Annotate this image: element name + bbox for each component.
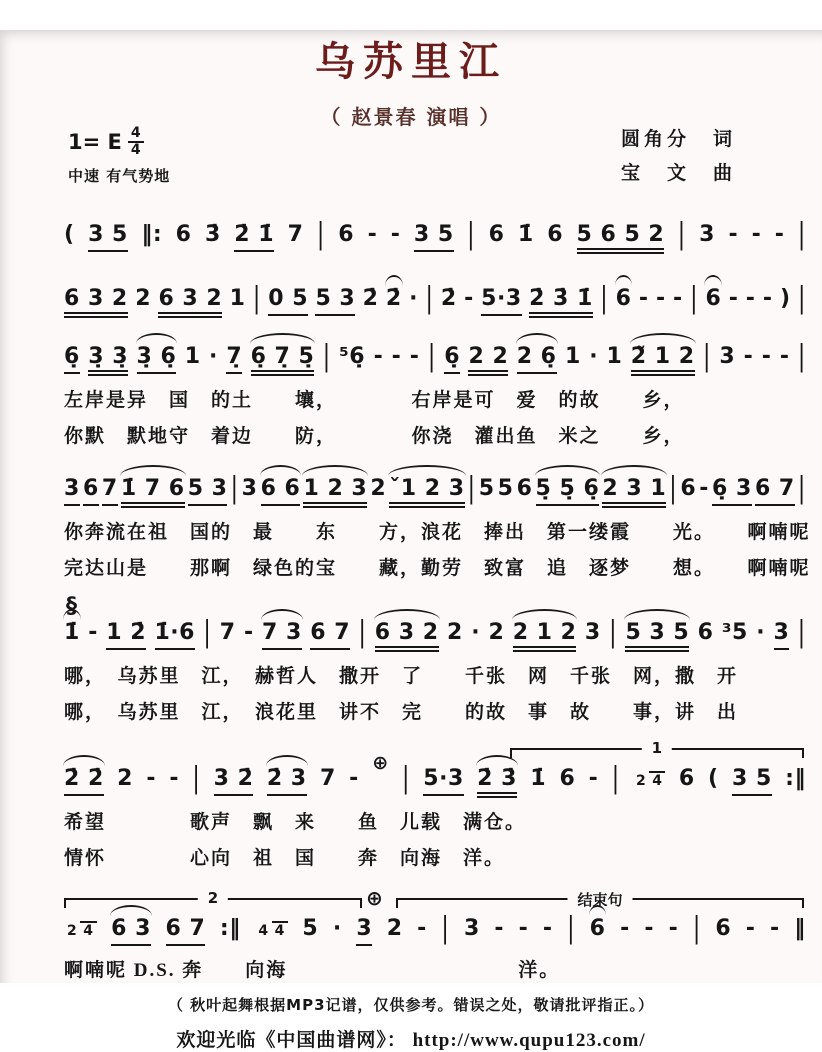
note-token: -	[243, 620, 254, 645]
note-token: 7	[319, 766, 336, 791]
notes-line-5	[64, 615, 806, 652]
note-token: 1̇·6	[155, 620, 195, 650]
note-token: |	[609, 615, 618, 650]
notation-system-4	[0, 471, 822, 580]
note-token: 6 3	[111, 916, 151, 946]
note-token: 6	[338, 222, 355, 247]
note-token: 2 2	[468, 344, 508, 376]
note-token: (	[64, 222, 75, 247]
tempo-marking: 中速 有气势地	[68, 167, 171, 186]
lyrics-line: 情怀 心向 祖 国 奔 向海 洋。	[64, 848, 506, 869]
note-token: 5 3	[315, 286, 355, 316]
note-token: 2̇	[362, 286, 379, 311]
notation-system-2	[0, 281, 822, 318]
note-token: 6	[705, 286, 722, 311]
note-token: -	[762, 286, 773, 311]
note-token: :‖	[219, 916, 241, 941]
note-token: 6	[589, 916, 606, 941]
note-token: |	[425, 281, 434, 316]
note-token: |	[692, 911, 701, 946]
second-ending-label: 2	[198, 889, 228, 907]
note-token: 3	[241, 476, 258, 501]
key-signature: 1= E	[68, 129, 122, 154]
note-token: 5̣ 5̣ 6̣	[536, 476, 600, 506]
note-token: 1̇	[530, 766, 547, 791]
notes-line-2	[64, 281, 806, 318]
note-token: 3	[699, 222, 715, 247]
note-token: |	[703, 339, 711, 374]
meta-row	[0, 125, 822, 198]
note-token: -	[728, 222, 739, 247]
note-token: 6 7	[166, 916, 206, 946]
note-token: -	[728, 286, 739, 311]
note-token: 3	[463, 916, 480, 941]
note-token: -	[390, 222, 401, 247]
note-token: 0 5	[268, 286, 308, 316]
note-token: 2	[488, 620, 505, 645]
note-token: 6	[715, 916, 732, 941]
note-token: ·	[409, 286, 419, 311]
note-token: 6̣	[444, 344, 460, 374]
note-token: 5 3	[188, 476, 228, 506]
note-token: ³5	[721, 620, 748, 645]
notation-system-1	[0, 217, 822, 254]
note-token: -	[779, 344, 790, 369]
note-token: -	[745, 916, 756, 941]
note-token: 3	[774, 620, 790, 650]
note-token: 6	[559, 766, 576, 791]
notes-line-7	[64, 911, 806, 946]
note-token: 1̇ 7 6	[121, 476, 185, 508]
ending-phrase-label: 结束句	[567, 889, 632, 910]
note-token: 1̇	[64, 620, 80, 645]
note-token: ·	[589, 344, 599, 369]
note-token: ⊕	[372, 752, 389, 774]
note-token: 7	[102, 476, 118, 506]
note-token: 2	[117, 766, 133, 791]
note-token: |	[401, 761, 410, 796]
note-token: |	[797, 281, 806, 316]
note-token: |	[441, 911, 450, 946]
note-token: 3	[584, 620, 601, 645]
note-token: ‖	[794, 916, 806, 941]
note-token: -	[655, 286, 666, 311]
meter-numerator: 4	[130, 125, 141, 141]
note-token: -	[494, 916, 504, 941]
composer-credit: 宝 文 曲	[620, 162, 736, 185]
note-token: |	[203, 615, 212, 650]
time-signature	[128, 126, 144, 157]
lyrics-line: 哪， 乌苏里 江， 赫哲人 撒开 了 千张 网 千张 网，撒 开	[64, 666, 739, 687]
lyrics-line: 你奔流在祖 国的 最 东 方，浪花 捧出 第一缕霞 光。 啊喃呢	[64, 522, 811, 543]
note-token: 5·3	[423, 766, 463, 796]
note-token: 2̇ 3̇	[477, 766, 517, 798]
note-token: -	[644, 916, 654, 941]
note-token: 2	[386, 916, 403, 941]
note-token: -	[761, 344, 772, 369]
note-token: 3 5	[414, 222, 454, 252]
note-token: |	[252, 281, 261, 316]
note-token: 3̣ 3̣	[88, 344, 128, 376]
note-token: |	[797, 339, 806, 374]
note-token: 6	[175, 222, 192, 247]
note-token: ·	[332, 916, 342, 941]
note-token: -	[146, 766, 156, 791]
note-token: 2 4	[64, 924, 97, 939]
note-token: -	[770, 916, 780, 941]
notes-line-4	[64, 471, 806, 508]
note-token: 5 6 5 2	[577, 222, 665, 254]
first-ending-label: 1	[642, 739, 672, 757]
note-token: |	[600, 281, 609, 316]
note-token: |	[192, 761, 201, 796]
meter-denominator: 4	[128, 141, 144, 158]
note-token: -	[542, 916, 553, 941]
lyrics-line: 啊喃呢 D.S. 奔 向海 洋。	[64, 960, 561, 981]
notation-system-6	[0, 739, 822, 870]
note-token: |	[797, 615, 806, 650]
note-token: 6	[83, 476, 99, 506]
note-token: -	[518, 916, 529, 941]
site-credit: 欢迎光临《中国曲谱网》： http://www.qupu123.com/	[176, 1030, 646, 1051]
note-token: -	[88, 620, 98, 645]
lyrics-line: 希望 歌声 飘 来 鱼 儿载 满仓。	[64, 812, 527, 833]
note-token: |	[669, 471, 678, 506]
note-token: (	[708, 766, 719, 791]
note-token: 5	[302, 916, 319, 941]
note-token: -	[699, 476, 709, 501]
note-token: 2̇	[385, 286, 402, 311]
note-token: 7̣	[226, 344, 242, 374]
note-token: -	[673, 286, 683, 311]
lyrics-line: 完达山是 那啊 绿色的宝 藏，勤劳 致富 追 逐梦 想。 啊喃呢	[64, 558, 811, 579]
note-token: 2 4	[633, 774, 666, 789]
note-token: 6	[680, 476, 697, 501]
note-token: |	[358, 615, 367, 650]
note-token: ‖:	[141, 222, 163, 247]
note-token: 1	[184, 344, 201, 369]
note-token: ·	[756, 620, 766, 645]
key-block	[68, 126, 170, 186]
note-token: 6 3 2	[375, 620, 439, 652]
note-token: 1̇	[517, 222, 534, 247]
note-token: 6̣ 3	[712, 476, 752, 506]
note-token: -	[620, 916, 630, 941]
note-token: 3	[356, 916, 372, 946]
credits	[621, 122, 736, 190]
note-token: 1 2 3	[303, 476, 367, 508]
song-title: 乌苏里江	[315, 39, 507, 85]
note-token: 6 7	[310, 620, 350, 650]
notes-line-1	[64, 217, 806, 254]
lyrics-line: 哪， 乌苏里 江， 浪花里 讲不 完 的故 事 故 事，讲 出	[64, 702, 739, 723]
note-token: 6	[678, 766, 695, 791]
note-token: 7 3	[262, 620, 302, 650]
note-token: ·	[209, 344, 218, 369]
sheet-music-page	[0, 30, 822, 1051]
transcriber-note: （ 秋叶起舞根据MP3记谱，仅供参考。错误之处，敬请批评指正。）	[167, 996, 655, 1014]
note-token: |	[567, 911, 576, 946]
note-token: -	[417, 916, 427, 941]
note-token: |	[797, 217, 806, 252]
notation-system-3	[0, 339, 822, 448]
note-token: -	[743, 344, 754, 369]
note-token: |	[690, 281, 699, 316]
note-token: -	[745, 286, 756, 311]
lyrics-line: 你默 默地守 着边 防， 你浇 灌出鱼 米之 乡，	[64, 426, 685, 447]
note-token: 2 3 1	[602, 476, 666, 508]
note-token: 2̇ 1̇	[234, 222, 274, 252]
note-token: |	[467, 471, 476, 506]
note-token: 2	[135, 286, 151, 311]
note-token: -	[588, 766, 599, 791]
note-token: |	[427, 339, 436, 374]
note-token: 6	[516, 476, 533, 501]
note-token: -	[668, 916, 679, 941]
note-token: 2	[446, 620, 463, 645]
note-token: 2̃ 1 2	[631, 344, 695, 376]
note-token: -	[774, 222, 785, 247]
note-token: 6̣ 7̣ 5̣	[251, 344, 315, 376]
second-ending-bracket	[64, 889, 362, 910]
note-token: 6 3 2	[158, 286, 222, 318]
note-token: 5	[497, 476, 514, 501]
note-token: 3	[64, 476, 80, 506]
note-token: 1	[606, 344, 623, 369]
note-token: ˇ1 2 3	[389, 476, 464, 508]
note-token: 5 3 5	[625, 620, 689, 652]
note-token: -	[409, 344, 420, 369]
note-token: 6 3 2	[64, 286, 128, 318]
notation-system-5	[0, 594, 822, 724]
note-token: 6 7	[755, 476, 795, 506]
note-token: -	[349, 766, 359, 791]
note-token: 1 2̇	[106, 620, 146, 650]
note-token: 2̇ 3	[267, 766, 307, 796]
note-token: ·	[471, 620, 481, 645]
note-token: -	[367, 222, 378, 247]
note-token: |	[797, 471, 806, 506]
note-token: -	[391, 344, 402, 369]
note-token: -	[373, 344, 384, 369]
note-token: 6	[697, 620, 714, 645]
segno-icon: §	[66, 594, 77, 619]
note-token: 6̣	[64, 344, 80, 374]
note-token: |	[611, 761, 620, 796]
note-token: 3	[719, 344, 736, 369]
note-token: 2̇ 3̇ 1̇	[529, 286, 593, 318]
note-token: 6 6	[261, 476, 301, 506]
note-token: 1	[229, 286, 246, 311]
notes-line-3	[64, 339, 806, 376]
note-token: 7	[287, 222, 304, 247]
lyrics-line: 左岸是异 国 的土 壤， 右岸是可 爱 的故 乡，	[64, 390, 685, 411]
note-token: -	[638, 286, 649, 311]
note-token: |	[322, 339, 331, 374]
note-token: -	[169, 766, 179, 791]
notation-system-7	[0, 886, 822, 982]
note-token: 3̣ 6̣	[137, 344, 177, 374]
note-token: 1	[564, 344, 581, 369]
note-token: 3 5	[88, 222, 128, 252]
note-token: 2 1 2	[513, 620, 577, 652]
note-token: -	[464, 286, 474, 311]
note-token: 2 6̣	[517, 344, 557, 374]
coda-icon: ⊕	[366, 886, 383, 910]
note-token: |	[677, 217, 686, 252]
performer-line: （ 赵景春 演唱 ）	[320, 105, 502, 129]
note-token: 3 2̇	[214, 766, 254, 796]
note-token: 3 5	[732, 766, 772, 796]
note-token: |	[316, 217, 325, 252]
first-ending-bracket	[510, 739, 804, 760]
note-token: 2̇ 2̇	[64, 766, 104, 796]
note-token: ⁵6̣	[339, 344, 366, 369]
note-token: 6	[615, 286, 632, 311]
note-token: 2̇	[440, 286, 457, 311]
note-token: 2	[370, 476, 387, 501]
note-token: 5	[478, 476, 495, 501]
lyricist-credit: 圆角分 词	[620, 128, 736, 150]
note-token: )	[779, 286, 791, 311]
note-token: |	[230, 471, 239, 506]
note-token: 6	[488, 222, 505, 247]
note-token: 6	[547, 222, 564, 247]
note-token: 5·3	[481, 286, 521, 316]
note-token: 4 4	[255, 924, 288, 939]
note-token: 3̇	[204, 222, 221, 247]
note-token: :‖	[785, 766, 806, 791]
note-token: -	[751, 222, 762, 247]
note-token: 7	[219, 620, 236, 645]
note-token: |	[467, 217, 476, 252]
notes-line-6	[64, 752, 806, 798]
